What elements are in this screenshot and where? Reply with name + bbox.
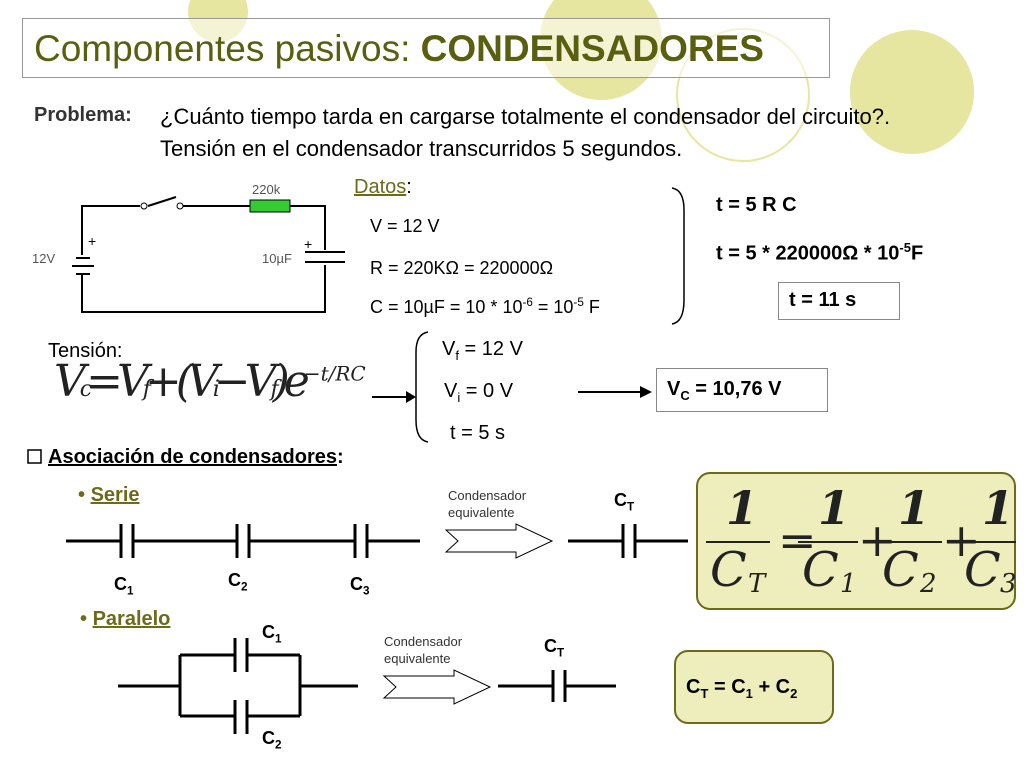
parallel-circuit <box>118 638 616 734</box>
c3-label: $C_3$ <box>350 574 370 598</box>
svg-text:=: = <box>778 513 817 567</box>
svg-text:C: C <box>710 542 747 598</box>
plus-sign: + <box>88 233 97 249</box>
asociacion-heading: Asociación de condensadores: <box>48 446 344 468</box>
c1-label: $C_1$ <box>114 574 134 598</box>
svg-text:1: 1 <box>982 481 1015 535</box>
final-voltage: $V_f = 12$ V <box>442 338 523 363</box>
series-circuit <box>66 524 688 558</box>
tension-label: Tensión: <box>48 340 123 362</box>
svg-text:T: T <box>748 569 766 599</box>
datos-resistance: R = 220KΩ = 220000Ω <box>370 258 554 278</box>
ct-label: $C_T$ <box>544 636 565 660</box>
svg-text:+: + <box>858 513 897 567</box>
svg-text:C: C <box>882 542 919 598</box>
battery-label: 12V <box>32 251 56 266</box>
c2-label: $C_2$ <box>228 570 248 594</box>
parallel-formula-box: $C_T = C_1 + C_2$ <box>674 650 834 724</box>
resistor-label: 220k <box>252 182 281 197</box>
time-result: t = 11 s <box>778 282 900 320</box>
resistor-icon <box>250 200 290 212</box>
problem-line-1: ¿Cuánto tiempo tarda en cargarse totalmente el condensador del circuito?. <box>160 104 891 129</box>
equivalent-arrow-icon <box>446 524 552 558</box>
svg-text:1: 1 <box>726 481 759 535</box>
svg-text:1: 1 <box>818 481 851 535</box>
checkbox-bullet-icon <box>28 450 41 463</box>
svg-text:C: C <box>964 542 1001 598</box>
svg-text:1: 1 <box>840 569 857 599</box>
ct-label: $C_T$ <box>614 490 635 514</box>
equivalent-label: Condensador equivalente <box>448 488 527 520</box>
bracket <box>672 188 684 324</box>
svg-text:+: + <box>942 513 981 567</box>
datos-capacitance: $C = 10\mu F = 10 * 10^{-6} = 10^{-5}$ F <box>370 296 600 317</box>
paralelo-heading: • Paralelo <box>80 608 171 630</box>
problem-label: Problema: <box>34 104 132 126</box>
svg-text:1: 1 <box>898 481 931 535</box>
svg-text:2: 2 <box>920 569 937 599</box>
bracket <box>416 332 428 442</box>
series-formula-box <box>696 472 1016 610</box>
plus-sign: + <box>304 236 313 252</box>
svg-text:3: 3 <box>1000 569 1017 599</box>
c1-label: $C_1$ <box>262 622 282 646</box>
serie-heading: • Serie <box>78 484 140 506</box>
capacitor-label: 10µF <box>262 251 292 266</box>
problem-line-2: Tensión en el condensador transcurridos 5 segundos. <box>160 136 683 161</box>
page-title: Componentes pasivos: CONDENSADORES <box>34 28 764 69</box>
equivalent-label: Condensador equivalente <box>384 634 463 666</box>
datos-heading: Datos: <box>354 176 412 198</box>
time-formula: t = 5 R C <box>716 194 797 216</box>
voltage-result: $V_C = 10,76$ V <box>656 368 828 412</box>
time-value: t = 5 s <box>450 422 506 444</box>
rc-circuit <box>72 197 345 312</box>
c2-label: $C_2$ <box>262 728 282 752</box>
charge-equation: $Vc=Vf+(Vi-Vf)e^{-t/RC}$ <box>54 356 366 407</box>
time-substitution: $t = 5 * 220000\Omega * 10^{-5}F$ <box>716 240 924 265</box>
datos-voltage: V = 12 V <box>370 216 440 236</box>
equivalent-arrow-icon <box>384 670 490 704</box>
svg-text:C: C <box>802 542 839 598</box>
initial-voltage: $V_i = 0$ V <box>444 380 514 405</box>
